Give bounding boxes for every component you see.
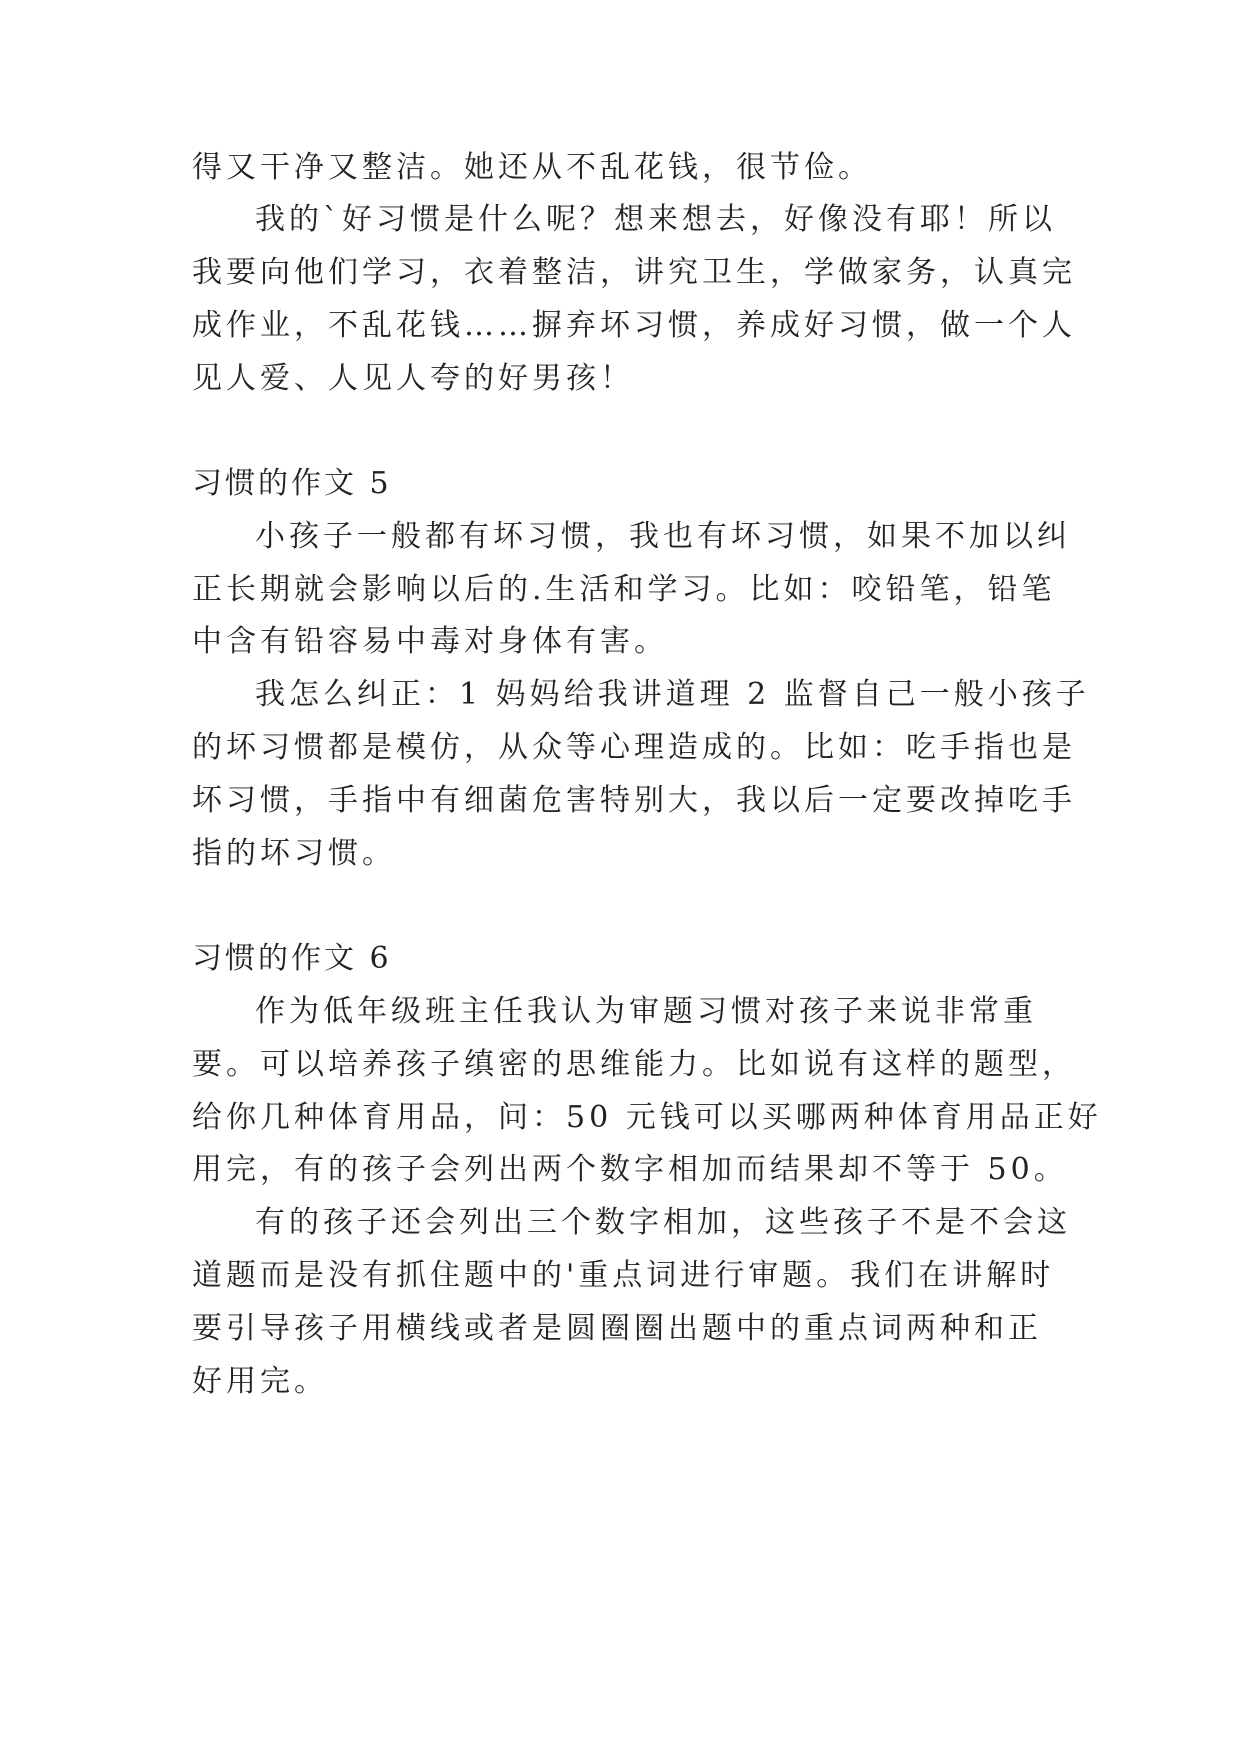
paragraph-line: 好用完。 — [192, 1364, 328, 1399]
paragraph-line: 得又干净又整洁。她还从不乱花钱，很节俭。 — [192, 150, 872, 185]
paragraph-line: 我的`好习惯是什么呢？想来想去，好像没有耶！所以 — [255, 202, 1056, 237]
section-heading: 习惯的作文 6 — [192, 941, 392, 976]
section-heading: 习惯的作文 5 — [192, 466, 392, 501]
paragraph-line: 坏习惯，手指中有细菌危害特别大，我以后一定要改掉吃手 — [192, 783, 1076, 818]
paragraph-line: 用完，有的孩子会列出两个数字相加而结果却不等于 50。 — [192, 1152, 1068, 1187]
paragraph-line: 小孩子一般都有坏习惯，我也有坏习惯，如果不加以纠 — [255, 519, 1071, 554]
paragraph-line: 见人爱、人见人夸的好男孩！ — [192, 361, 634, 396]
paragraph-line: 成作业，不乱花钱……摒弃坏习惯，养成好习惯，做一个人 — [192, 308, 1076, 343]
paragraph-line: 的坏习惯都是模仿，从众等心理造成的。比如：吃手指也是 — [192, 730, 1076, 765]
paragraph-line: 要。可以培养孩子缜密的思维能力。比如说有这样的题型， — [192, 1047, 1076, 1082]
paragraph-line: 我要向他们学习，衣着整洁，讲究卫生，学做家务，认真完 — [192, 255, 1076, 290]
paragraph-line: 中含有铅容易中毒对身体有害。 — [192, 624, 668, 659]
paragraph-line: 作为低年级班主任我认为审题习惯对孩子来说非常重 — [255, 994, 1037, 1029]
paragraph-line: 正长期就会影响以后的.生活和学习。比如：咬铅笔，铅笔 — [192, 572, 1056, 607]
paragraph-line: 有的孩子还会列出三个数字相加，这些孩子不是不会这 — [255, 1205, 1071, 1240]
paragraph-line: 指的坏习惯。 — [192, 836, 396, 871]
paragraph-line: 我怎么纠正：1 妈妈给我讲道理 2 监督自己一般小孩子 — [255, 677, 1090, 712]
paragraph-line: 要引导孩子用横线或者是圆圈圈出题中的重点词两种和正 — [192, 1311, 1042, 1346]
paragraph-line: 给你几种体育用品，问：50 元钱可以买哪两种体育用品正好 — [192, 1100, 1102, 1135]
paragraph-line: 道题而是没有抓住题中的'重点词进行审题。我们在讲解时 — [192, 1258, 1055, 1293]
